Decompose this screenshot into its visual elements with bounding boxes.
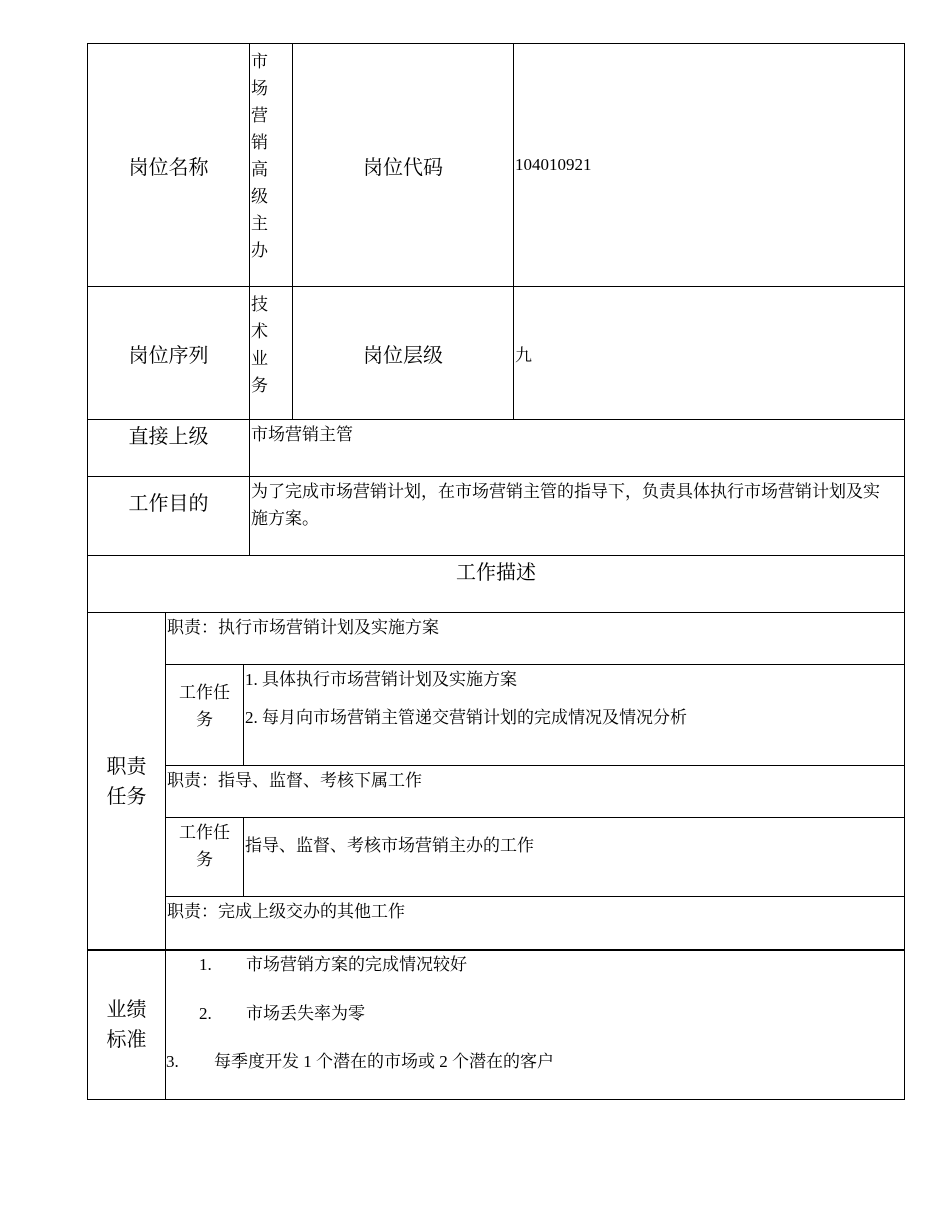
performance-item-2 xyxy=(199,1000,365,1028)
duty-1-task-2: 2. 每月向市场营销主管递交营销计划的完成情况及情况分析 xyxy=(245,708,687,727)
duties-label-line1: 职责 xyxy=(106,755,147,778)
job-description-table xyxy=(88,44,906,1101)
post-series-label-text: 岗位序列 xyxy=(128,344,209,367)
performance-items xyxy=(165,949,905,1100)
post-code-label xyxy=(292,43,514,287)
performance-item-1 xyxy=(199,951,467,979)
work-purpose-label-text: 工作目的 xyxy=(128,493,209,515)
work-purpose-label xyxy=(87,476,250,556)
post-level-label-text: 岗位层级 xyxy=(363,344,443,367)
performance-item-3-text: 每季度开发 1 个潜在的市场或 2 个潜在的客户 xyxy=(214,1052,554,1071)
duty-1-task-1: 1. 具体执行市场营销计划及实施方案 xyxy=(245,670,517,689)
performance-item-2-text: 市场丢失率为零 xyxy=(246,1004,365,1023)
duties-label-line2: 任务 xyxy=(106,785,147,808)
duty-1-task-label-line1: 工作任 xyxy=(179,683,230,702)
duty-title-3-text: 职责：完成上级交办的其他工作 xyxy=(167,902,405,921)
post-code-value-text: 104010921 xyxy=(515,155,592,174)
direct-superior-label-text: 直接上级 xyxy=(128,426,209,448)
duty-title-1 xyxy=(165,612,905,665)
post-level-label xyxy=(292,286,514,420)
post-level-value xyxy=(513,286,905,420)
performance-label xyxy=(87,949,166,1100)
performance-item-3 xyxy=(166,1048,554,1076)
post-name-value xyxy=(249,43,293,287)
performance-label-line2: 标准 xyxy=(106,1028,147,1051)
duty-title-2-text: 职责：指导、监督、考核下属工作 xyxy=(167,771,422,790)
work-description-header xyxy=(87,555,905,613)
post-name-label xyxy=(87,43,250,287)
performance-item-2-num: 2. xyxy=(199,1004,212,1023)
duty-1-task-label xyxy=(165,664,244,766)
post-series-value xyxy=(249,286,293,420)
performance-item-3-num: 3. xyxy=(166,1052,179,1071)
duty-1-task-label-line2: 务 xyxy=(196,710,213,729)
post-name-value-text: 市场营销高级主办 xyxy=(251,52,268,260)
post-code-label-text: 岗位代码 xyxy=(363,156,443,179)
work-purpose-value-text: 为了完成市场营销计划，在市场营销主管的指导下，负责具体执行市场营销计划及实施方案。 xyxy=(251,482,880,528)
performance-label-line1: 业绩 xyxy=(106,998,147,1021)
duty-2-task-label-line1: 工作任 xyxy=(179,823,230,842)
duty-title-3 xyxy=(165,896,905,951)
duty-title-2 xyxy=(165,765,905,818)
direct-superior-value-text: 市场营销主管 xyxy=(251,425,353,444)
duty-2-task-label xyxy=(165,817,244,897)
post-name-label-text: 岗位名称 xyxy=(128,156,209,179)
duty-2-task-1: 指导、监督、考核市场营销主办的工作 xyxy=(245,836,534,855)
duties-label xyxy=(87,612,166,951)
performance-item-1-num: 1. xyxy=(199,955,212,974)
work-description-title: 工作描述 xyxy=(456,562,536,584)
post-series-value-text: 技术业务 xyxy=(251,295,268,395)
post-series-label xyxy=(87,286,250,420)
post-code-value xyxy=(513,43,905,287)
duty-title-1-text: 职责：执行市场营销计划及实施方案 xyxy=(167,618,439,637)
duty-2-tasks xyxy=(243,817,905,897)
direct-superior-value xyxy=(249,419,905,477)
post-level-value-text: 九 xyxy=(515,345,532,365)
performance-item-1-text: 市场营销方案的完成情况较好 xyxy=(246,955,467,974)
duty-2-task-label-line2: 务 xyxy=(196,850,213,869)
duty-1-tasks xyxy=(243,664,905,766)
work-purpose-value xyxy=(249,476,905,556)
direct-superior-label xyxy=(87,419,250,477)
